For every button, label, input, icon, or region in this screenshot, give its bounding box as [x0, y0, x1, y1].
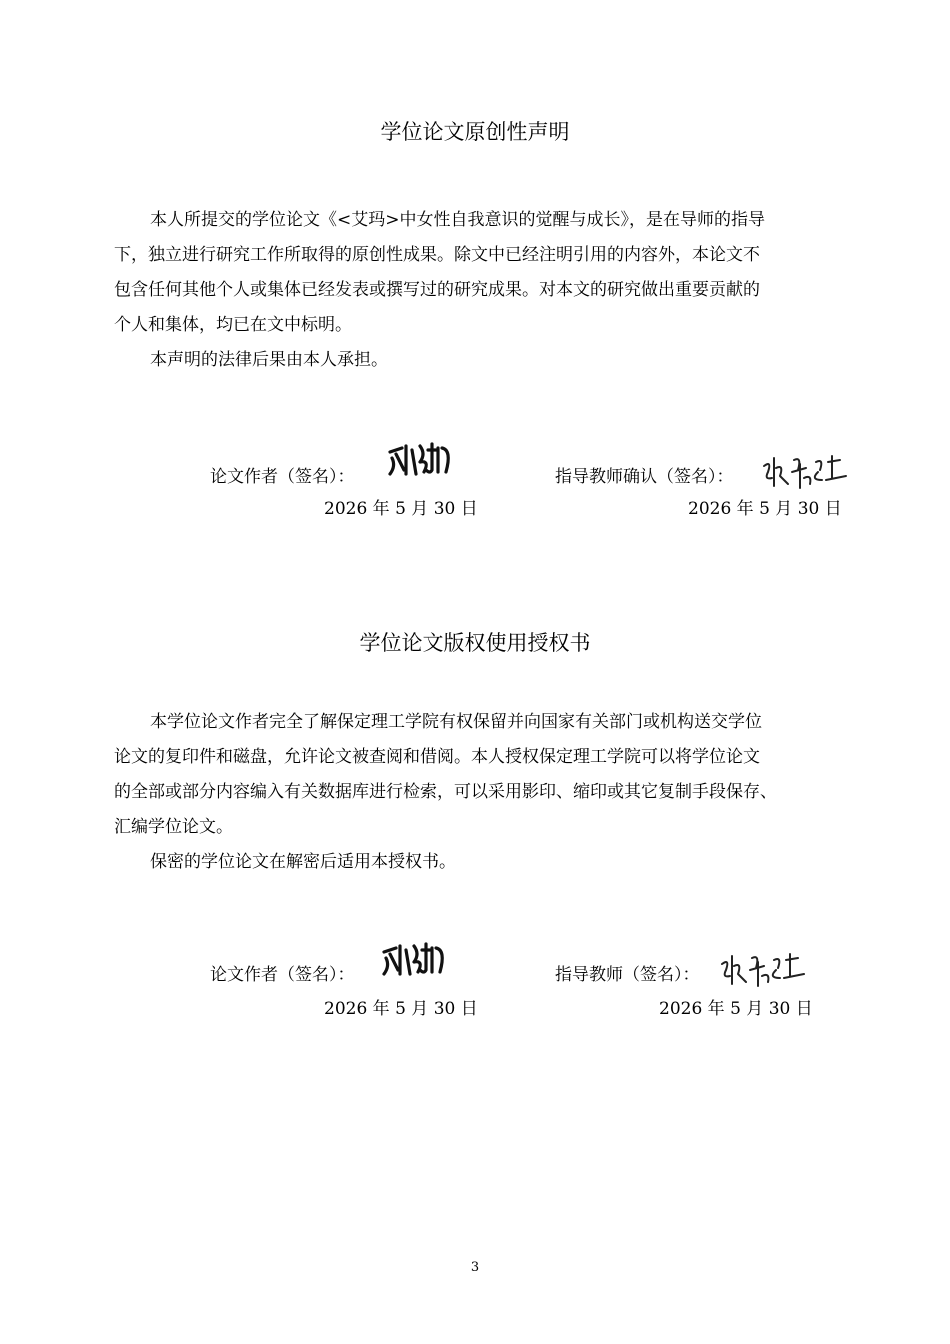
author-signature-label-2: 论文作者（签名）： — [210, 965, 355, 985]
author-signature-image — [386, 440, 456, 480]
declaration-line: 下，独立进行研究工作所取得的原创性成果。除文中已经注明引用的内容外，本论文不 — [114, 245, 760, 265]
authorization-body — [114, 705, 874, 880]
author-signature-date-2: 2026 年 5 月 30 日 — [324, 999, 478, 1019]
advisor-signature-label-2: 指导教师（签名）： — [555, 965, 700, 985]
advisor-signature-date: 2026 年 5 月 30 日 — [688, 499, 842, 519]
advisor-signature-image-2 — [718, 948, 810, 990]
advisor-signature-date-2: 2026 年 5 月 30 日 — [659, 999, 813, 1019]
author-signature-image-2 — [380, 940, 450, 980]
authorization-line: 保密的学位论文在解密后适用本授权书。 — [150, 852, 456, 872]
author-signature-date: 2026 年 5 月 30 日 — [324, 499, 478, 519]
page-number: 3 — [470, 1260, 480, 1275]
declaration-title: 学位论文原创性声明 — [380, 120, 570, 144]
authorization-line: 的全部或部分内容编入有关数据库进行检索，可以采用影印、缩印或其它复制手段保存、 — [114, 782, 777, 802]
authorization-line: 论文的复印件和磁盘，允许论文被查阅和借阅。本人授权保定理工学院可以将学位论文 — [114, 747, 760, 767]
authorization-line: 汇编学位论文。 — [114, 817, 233, 837]
author-signature-label: 论文作者（签名）： — [210, 467, 355, 487]
authorization-line: 本学位论文作者完全了解保定理工学院有权保留并向国家有关部门或机构送交学位 — [150, 712, 762, 732]
authorization-title: 学位论文版权使用授权书 — [359, 631, 591, 655]
declaration-line: 个人和集体，均已在文中标明。 — [114, 315, 352, 335]
declaration-line: 本声明的法律后果由本人承担。 — [150, 350, 388, 370]
declaration-line: 本人所提交的学位论文《<艾玛>中女性自我意识的觉醒与成长》，是在导师的指导 — [150, 210, 765, 230]
advisor-signature-label: 指导教师确认（签名）： — [555, 467, 734, 487]
advisor-signature-image — [760, 450, 852, 492]
declaration-body — [114, 203, 874, 378]
declaration-line: 包含任何其他个人或集体已经发表或撰写过的研究成果。对本文的研究做出重要贡献的 — [114, 280, 760, 300]
